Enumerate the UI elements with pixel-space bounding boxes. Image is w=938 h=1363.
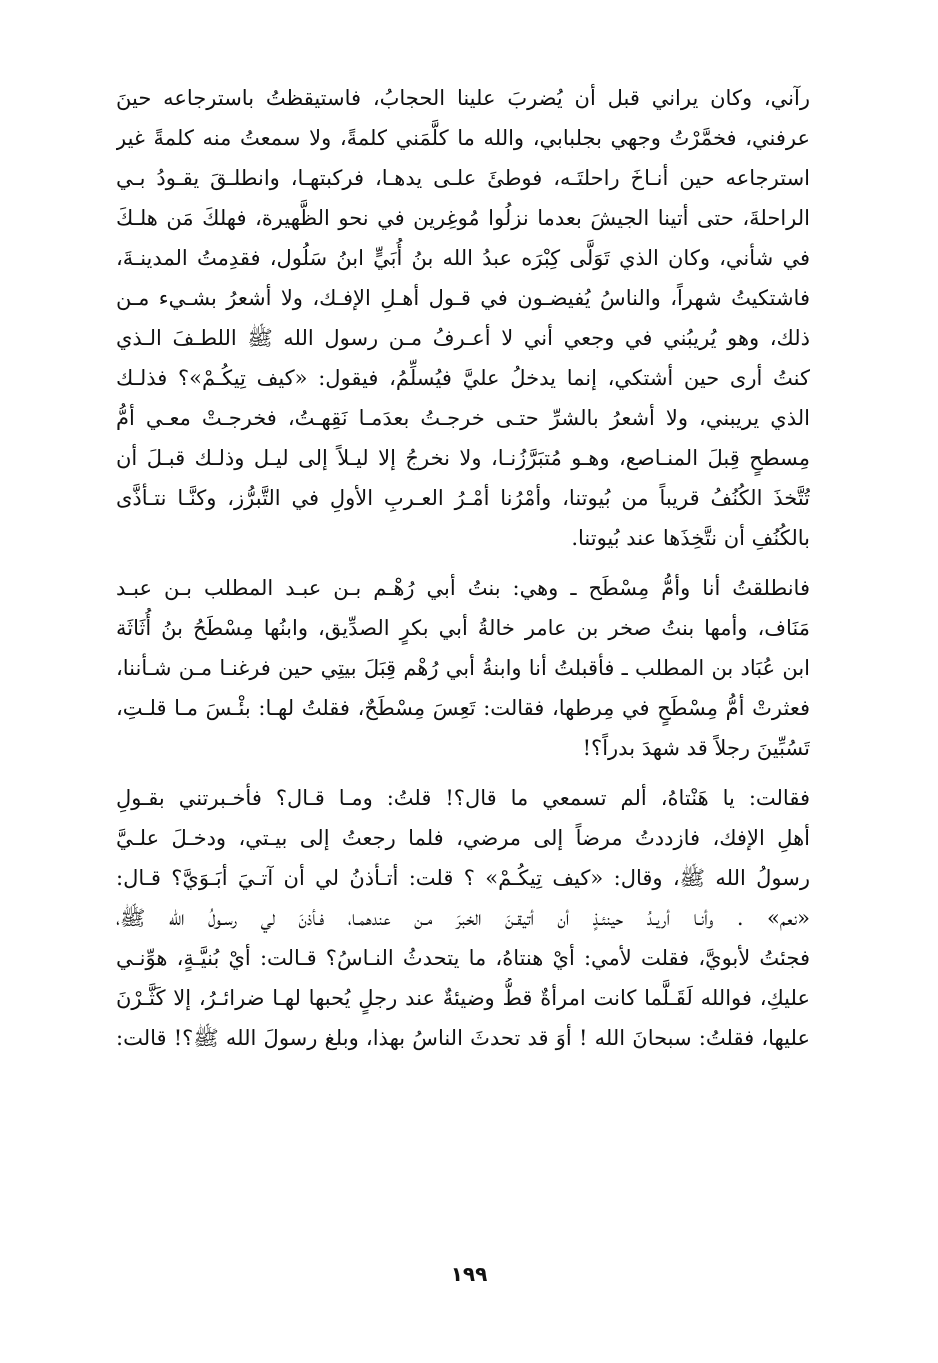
text-line: عليها، فقلتُ: سبحانَ الله ! أوَ قد تحدثَ الناسُ بهذا، وبلغ رسولَ الله ﷺ؟! قالت: [116,1026,810,1050]
text-line: رآني، وكان يراني قبل أن يُضربَ علينا الحجابُ، فاستيقظتُ باسترجاعه حينَ [116,86,810,110]
text-line: «نعم» . وأنـا أريـدُ حينئـذٍ أن أتيقـنَ الخبرَ مـن عندهمـا، فـأذنَ لي رسـولُ الله ﷺ، [116,906,810,930]
text-line: ابن عُبَاد بن المطلب ـ فأقبلتُ أنا وابنةُ أبي رُهْم قِبَلَ بيتِي حين فرغنـا مـن شـأننا، [116,656,810,680]
text-line: فعثرتْ أمُّ مِسْطَحٍ في مِرطها، فقالت: تَعِسَ مِسْطَحٌ، فقلتُ لهـا: بئْـسَ مـا قلـتِ، [116,696,810,720]
paragraph-3 [116,778,810,1058]
text-line: تُتَّخذَ الكُنُفُ قريباً من بُيوتنا، وأمْرُنا أمْـرُ العـربِ الأولِ في التَّبرُّز، وكنَّـا نتـأذَّى [116,486,810,510]
text-line: رسولُ الله ﷺ، وقال: «كيف تِيكُـمْ» ؟ قلت: أتـأذنُ لي أن آتـيَ أبَـوَيَّ؟ قـال: [116,866,810,890]
text-line: مِسطحٍ قِبلَ المنـاصع، وهـو مُتبَرَّزُنـا، ولا نخرجُ إلا ليـلاً إلى ليـل وذلـك قبـلَ أن [116,446,810,470]
paragraph-gap [116,768,810,778]
text-line: تَسُبِّينَ رجلاً قد شهدَ بدراً؟! [582,736,810,760]
paragraph-2 [116,568,810,768]
text-line: فقالت: يا هَنْتاهُ، ألم تسمعي ما قال؟! قلتُ: ومـا قـال؟ فأخـبرتني بقـولِ [116,786,810,810]
text-line: مَنَاف، وأمها بنتُ صخر بن عامر خالةُ أبي بكرٍ الصدِّيق، وابنُها مِسْطَحُ بنُ أُثَاثَة [116,616,810,640]
text-line: الراحلةَ، حتى أتينا الجيشَ بعدما نزلُوا مُوغِرين في نحو الظَّهيرة، فهلكَ مَن هلـكَ [116,206,810,230]
paragraph-1 [116,78,810,558]
text-line: استرجاعه حين أنـاخَ راحلتَـه، فوطئَ علـى يدهـا، فركبتهـا، وانطلـقَ يقـودُ بـي [116,166,810,190]
text-line: كنتُ أرى حين أشتكي، إنما يدخلُ عليَّ فيُسلِّمُ، فيقول: «كيف تِيكُـمْ»؟ فذلـك [116,366,810,390]
text-line: عرفني، فخمَّرْتُ وجهي بجلبابي، والله ما كلَّمَني كلمةً، ولا سمعتُ منه كلمةً غير [116,126,810,150]
paragraph-gap [116,558,810,568]
text-line: عليكِ، فوالله لَقَـلَّما كانت امرأةٌ قطُّ وضيئةٌ عند رجلٍ يُحبها لهـا ضرائـرُ، إلا كَثَّـرْنَ [116,986,810,1010]
text-line: بالكُنُفِ أن نتَّخِذَها عند بُيوتنا. [571,526,810,550]
text-line: أهلِ الإفك، فازددتُ مرضاً إلى مرضي، فلما رجعتُ إلى بيـتي، ودخـلَ علـيَّ [116,826,810,850]
text-line: الذي يريبني، ولا أشعرُ بالشرِّ حتـى خرجـتُ بعدَمـا نَقِهـتُ، فخرجـتْ معـي أمُّ [116,406,810,430]
text-line: فجئتُ لأبويَّ، فقلت لأمي: أيْ هنتاهُ، ما يتحدثُ النـاسُ؟ قـالت: أيْ بُنيَّـةٍ، هوِّنـي [116,946,810,970]
text-line: فانطلقتُ أنا وأمُّ مِسْطَح ـ وهي: بنتُ أبي رُهْـم بـن عبـد المطلب بـن عبـد [116,576,810,600]
text-line: في شأني، وكان الذي تَوَلَّى كِبْرَه عبدُ الله بنُ أُبَيٍّ ابنُ سَلُول، فقدِمتُ المدينـةَ، [116,246,810,270]
text-line: ذلك، وهو يُريبُني في وجعي أني لا أعـرفُ مـن رسول الله ﷺ اللطـفَ الـذي [116,326,810,350]
page-number: ١٩٩ [450,1262,488,1286]
body-text [116,78,810,1058]
text-line: فاشتكيتُ شهراً، والناسُ يُفيضـون في قـول أهـلِ الإفـك، ولا أشعرُ بشـيء مـن [116,286,810,310]
